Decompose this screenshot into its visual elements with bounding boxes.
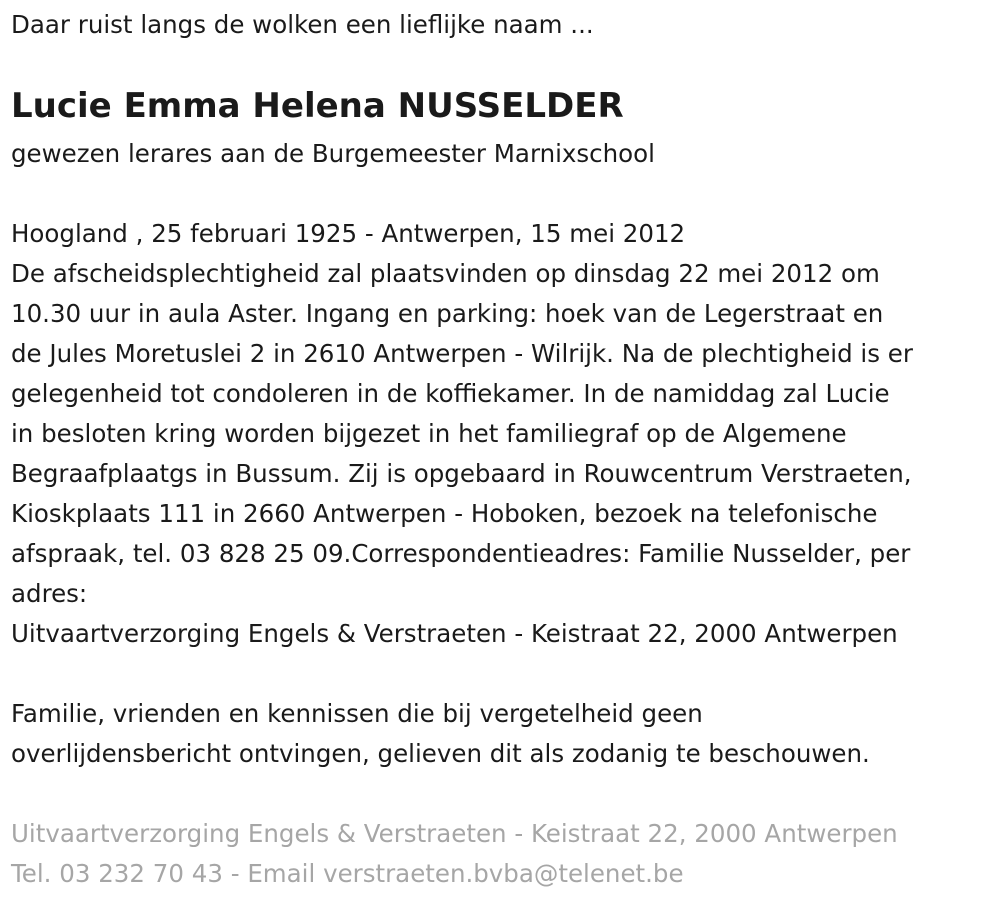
deceased-subtitle: gewezen lerares aan de Burgemeester Marnixschool <box>11 139 655 168</box>
body-line: de Jules Moretuslei 2 in 2610 Antwerpen - Wilrijk. Na de plechtigheid is er <box>11 339 913 368</box>
body-line: Kioskplaats 111 in 2660 Antwerpen - Hoboken, bezoek na telefonische <box>11 499 878 528</box>
notice-line: overlijdensbericht ontvingen, gelieven dit als zodanig te beschouwen. <box>11 739 870 768</box>
body-line: 10.30 uur in aula Aster. Ingang en parking: hoek van de Legerstraat en <box>11 299 884 328</box>
deceased-name: Lucie Emma Helena NUSSELDER <box>11 86 624 126</box>
motto-line: Daar ruist langs de wolken een lieflijke naam ... <box>11 10 594 39</box>
body-line-address: Uitvaartverzorging Engels & Verstraeten - Keistraat 22, 2000 Antwerpen <box>11 619 898 648</box>
body-line: De afscheidsplechtigheid zal plaatsvinden op dinsdag 22 mei 2012 om <box>11 259 880 288</box>
body-line: adres: <box>11 579 88 608</box>
family-notice <box>11 694 991 774</box>
body-line: in besloten kring worden bijgezet in het familiegraf op de Algemene <box>11 419 847 448</box>
body-line: Begraafplaatgs in Bussum. Zij is opgebaard in Rouwcentrum Verstraeten, <box>11 459 912 488</box>
funeral-home-footer <box>11 814 991 894</box>
obituary-body <box>11 214 991 654</box>
body-line-dates: Hoogland , 25 februari 1925 - Antwerpen, 15 mei 2012 <box>11 219 686 248</box>
footer-address: Uitvaartverzorging Engels & Verstraeten - Keistraat 22, 2000 Antwerpen <box>11 819 898 848</box>
body-line: afspraak, tel. 03 828 25 09.Correspondentieadres: Familie Nusselder, per <box>11 539 911 568</box>
body-line: gelegenheid tot condoleren in de koffiekamer. In de namiddag zal Lucie <box>11 379 890 408</box>
notice-line: Familie, vrienden en kennissen die bij vergetelheid geen <box>11 699 703 728</box>
footer-contact: Tel. 03 232 70 43 - Email verstraeten.bvba@telenet.be <box>11 859 684 888</box>
